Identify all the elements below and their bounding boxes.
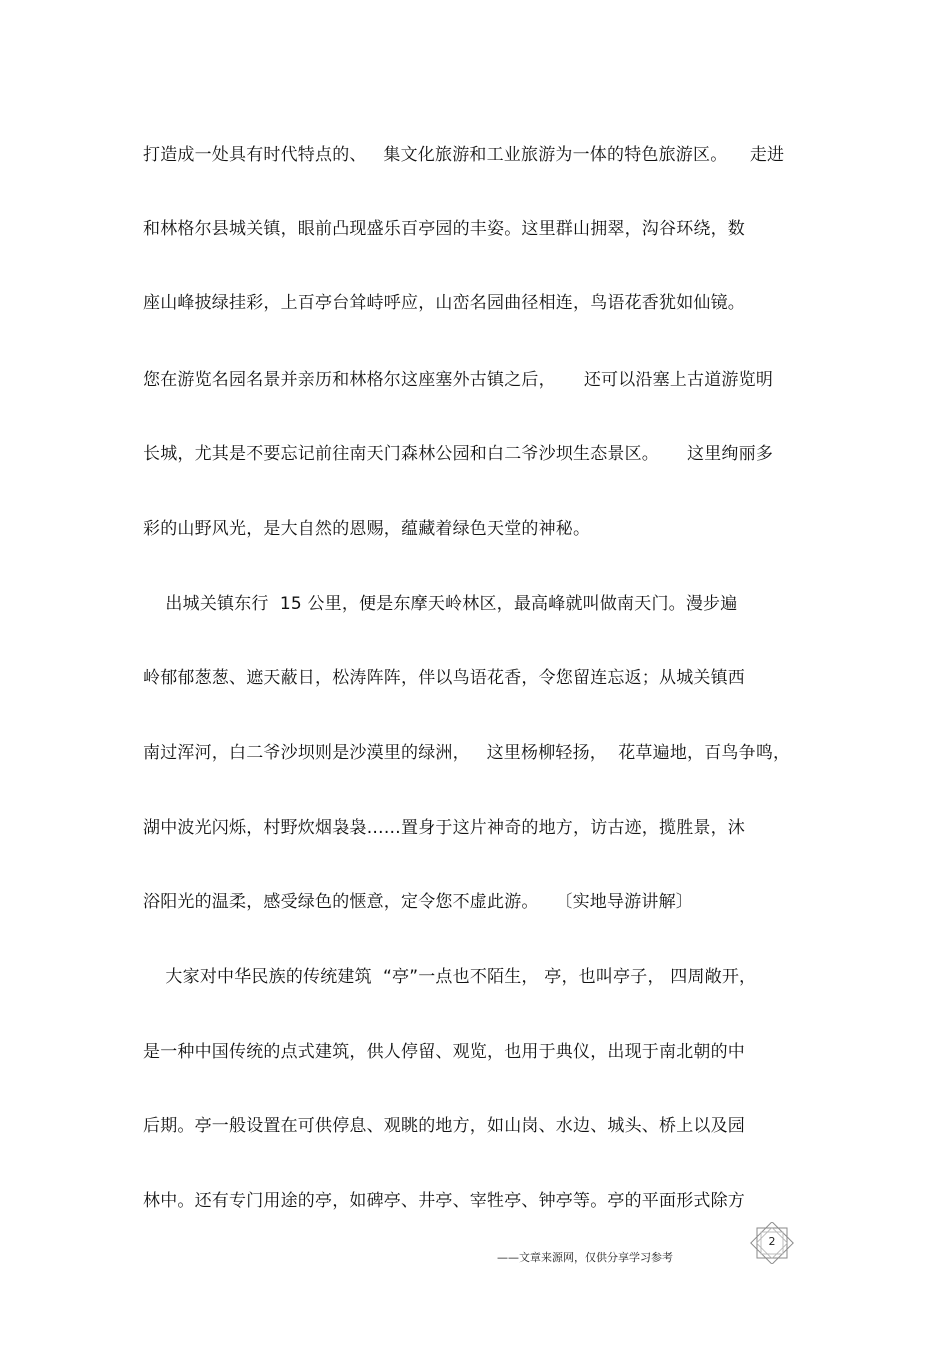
body-line: 和林格尔县城关镇，眼前凸现盛乐百亭园的丰姿。这里群山拥翠，沟谷环绕，数 [143, 219, 745, 239]
body-line: 湖中波光闪烁，村野炊烟袅袅……置身于这片神奇的地方，访古迹，揽胜景，沐 [143, 818, 745, 838]
body-line: 是一种中国传统的点式建筑，供人停留、观览，也用于典仪，出现于南北朝的中 [143, 1042, 745, 1062]
body-line: 长城，尤其是不要忘记前往南天门森林公园和白二爷沙坝生态景区。 这里绚丽多 [143, 444, 774, 464]
body-line: 出城关镇东行 15 公里，便是东摩天岭林区，最高峰就叫做南天门。漫步遍 [143, 594, 738, 614]
page-number: 2 [768, 1235, 776, 1248]
body-line: 岭郁郁葱葱、遮天蔽日，松涛阵阵，伴以鸟语花香，令您留连忘返；从城关镇西 [143, 668, 745, 688]
body-line: 彩的山野风光，是大自然的恩赐，蕴藏着绿色天堂的神秘。 [143, 519, 591, 539]
body-line: 南过浑河，白二爷沙坝则是沙漠里的绿洲， 这里杨柳轻扬， 花草遍地，百鸟争鸣， [143, 743, 791, 763]
body-line: 您在游览名园名景并亲历和林格尔这座塞外古镇之后， 还可以沿塞上古道游览明 [143, 370, 774, 390]
body-line: 座山峰披绿挂彩，上百亭台耸峙呼应，山峦名园曲径相连，鸟语花香犹如仙镜。 [143, 293, 745, 313]
footer-source-note: ——文章来源网，仅供分享学习参考 [497, 1251, 673, 1264]
body-line: 后期。亭一般设置在可供停息、观眺的地方，如山岗、水边、城头、桥上以及园 [143, 1116, 745, 1136]
body-line: 打造成一处具有时代特点的、 集文化旅游和工业旅游为一体的特色旅游区。 走进 [143, 145, 785, 165]
page-number-badge [748, 1222, 796, 1264]
body-line: 浴阳光的温柔，感受绿色的惬意，定令您不虚此游。 〔实地导游讲解〕 [143, 892, 694, 912]
body-line: 林中。还有专门用途的亭，如碑亭、井亭、宰牲亭、钟亭等。亭的平面形式除方 [143, 1191, 745, 1211]
body-line: 大家对中华民族的传统建筑 “亭”一点也不陌生， 亭，也叫亭子， 四周敞开， [143, 967, 757, 987]
